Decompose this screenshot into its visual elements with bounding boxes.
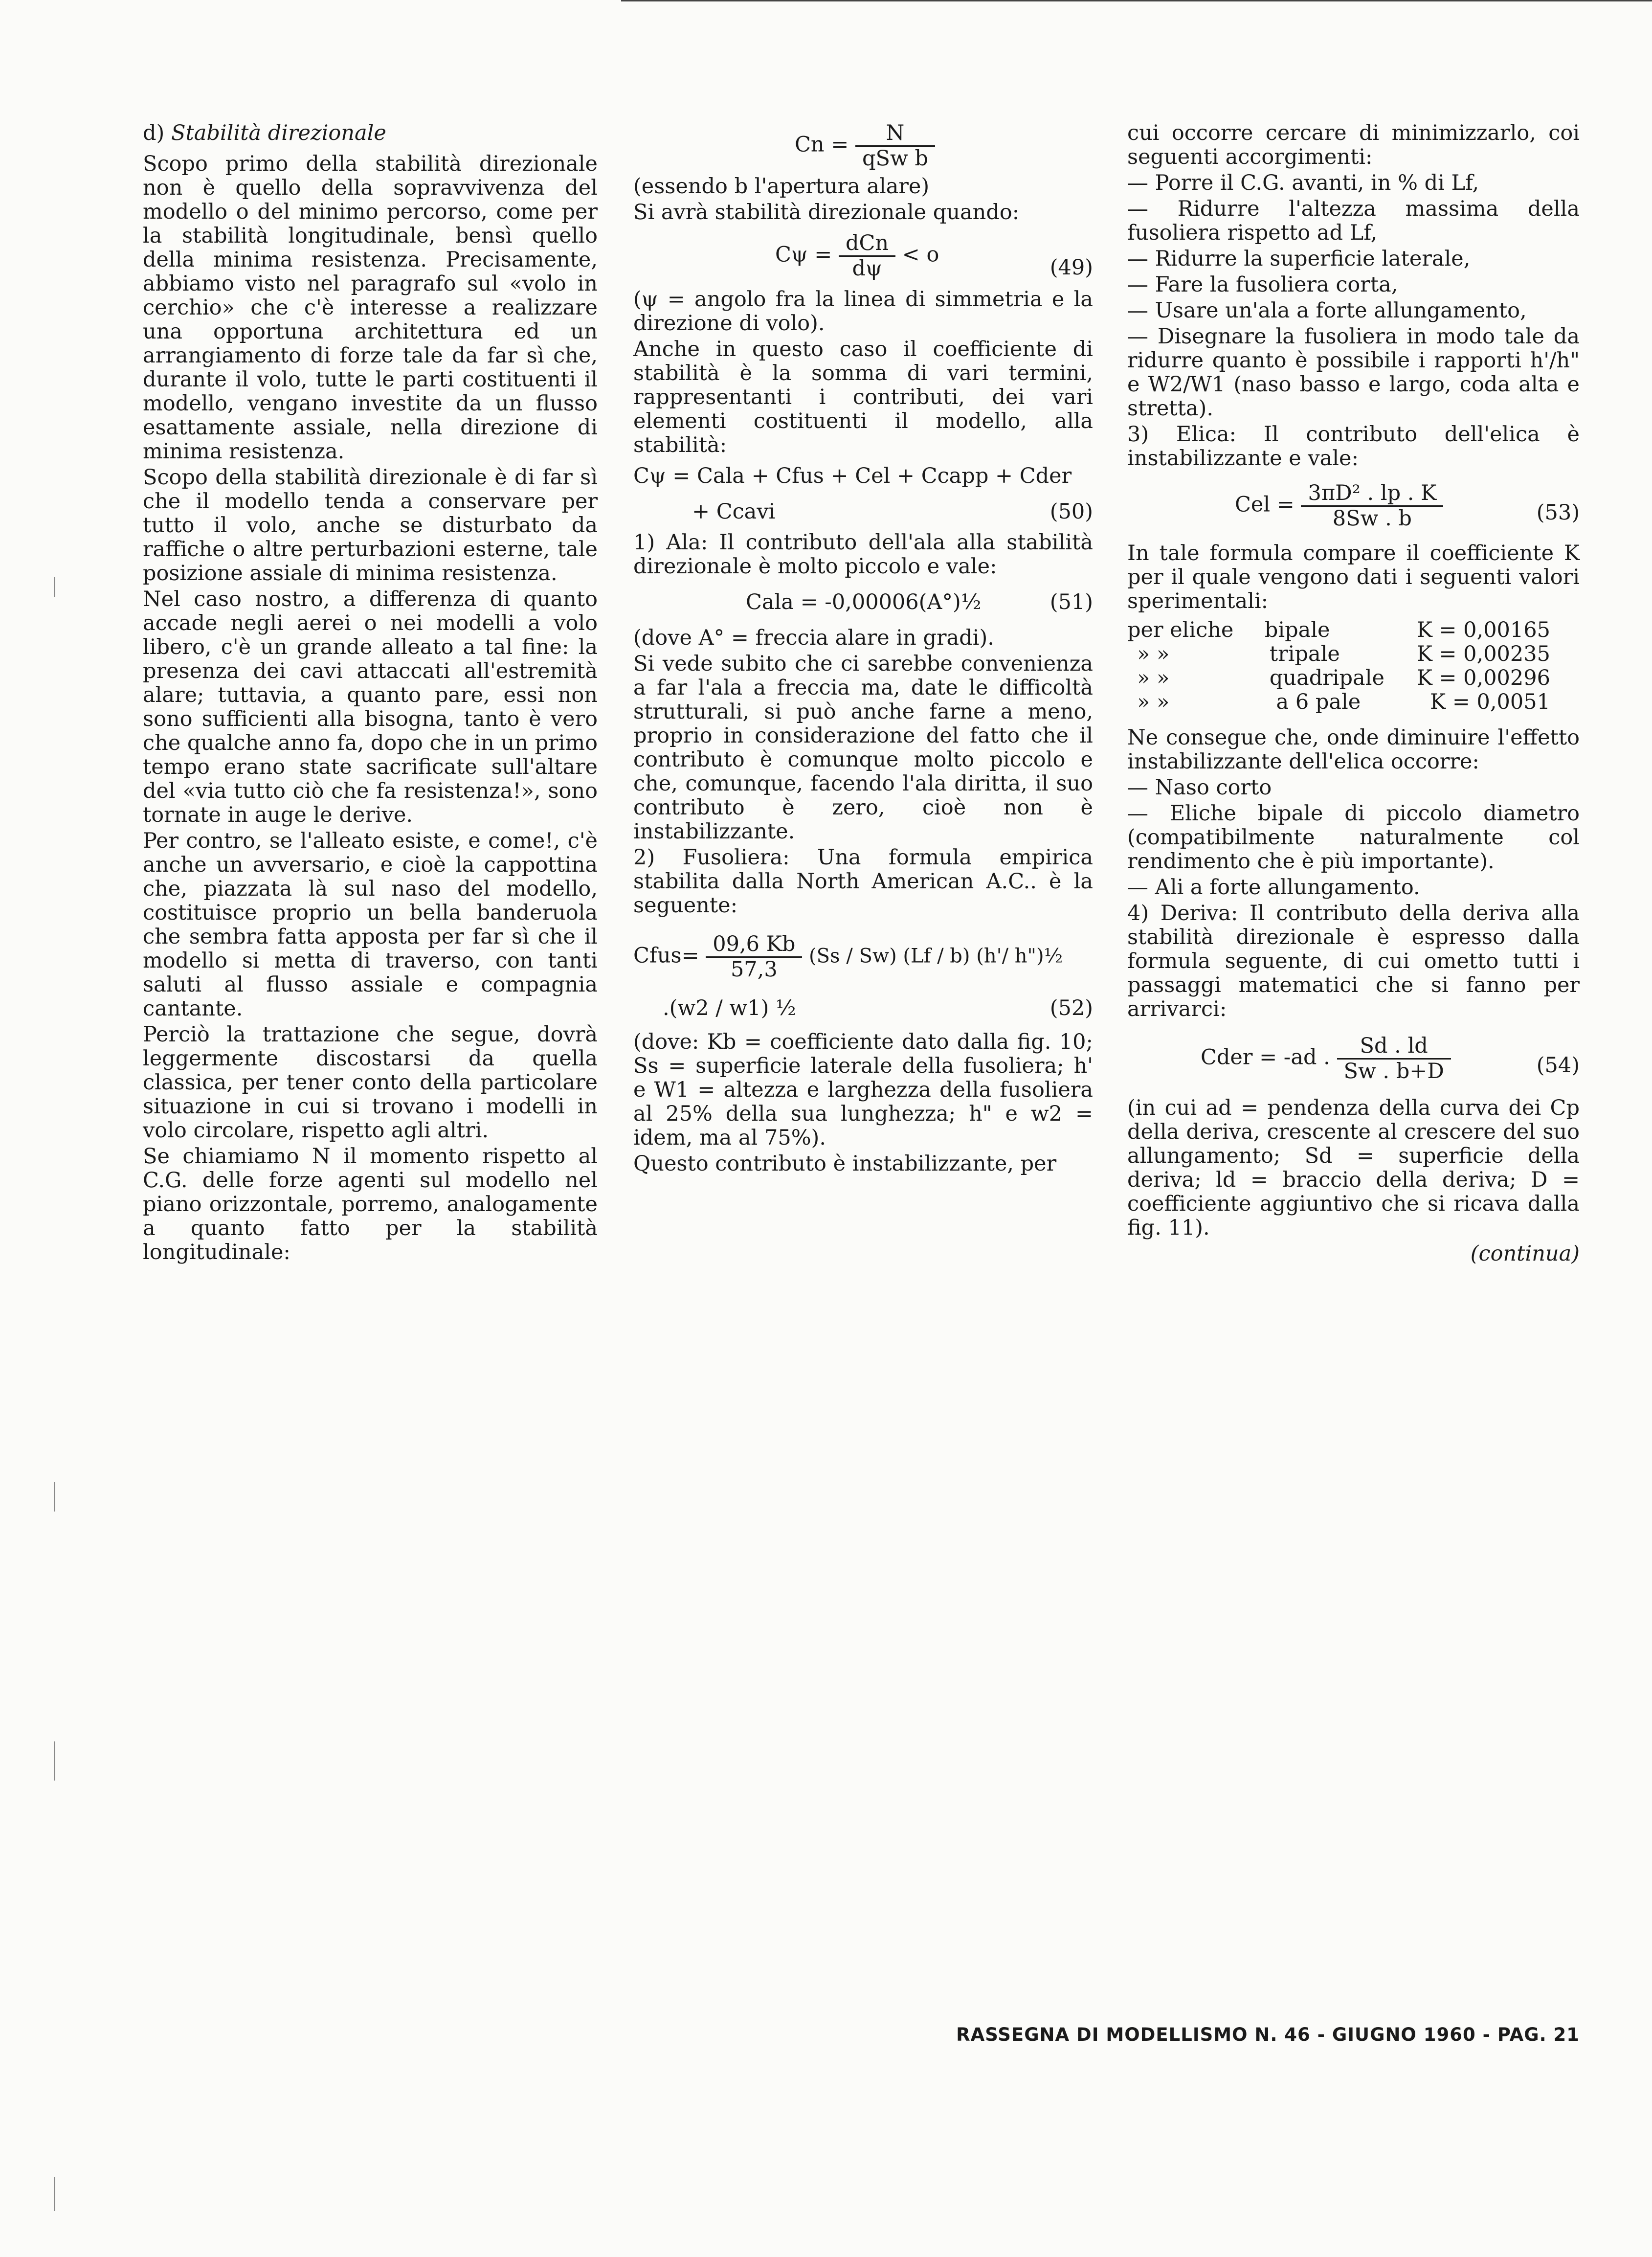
paragraph: cui occorre cercare di minimizzarlo, coi seguenti accorgimenti: <box>1127 121 1580 169</box>
formula-cn: Cn = $\frac{N}{\text{qSw b}}$ <box>633 121 1093 171</box>
paragraph: Si vede subito che ci sarebbe convenienza a far l'ala a freccia ma, date le difficoltà strutturali, si può anche farne a meno, proprio in considerazione del fatto che il contributo è comunque molto piccolo e che, comunque, facendo l'ala diritta, il suo contributo è zero, cioè non è instabilizzante. <box>633 652 1093 844</box>
paragraph: Scopo della stabilità direzionale è di far sì che il modello tenda a conservare per tutto il volo, anche se disturbato da raffiche o altre perturbazioni esterne, tale posizione assiale di minima resistenza. <box>143 465 598 586</box>
equation-number: (54) <box>1536 1053 1580 1078</box>
paragraph: Se chiamiamo N il momento rispetto al C.G. delle forze agenti sul modello nel piano orizzontale, porremo, analogamente a quanto fatto per la stabilità longitudinale: <box>143 1144 598 1264</box>
list-item: — Ridurre la superficie laterale, <box>1127 247 1471 271</box>
equation-number: (50) <box>1049 499 1093 524</box>
formula-51: Cala = -0,00006(A°)½ (51) <box>746 590 1093 614</box>
paragraph: (dove: Kb = coefficiente dato dalla fig. 10; Ss = superficie laterale della fusoliera; h' e W1 = altezza e larghezza della fusoliera al 25% della sua lunghezza; h" e w2 = idem, ma al 75%). <box>633 1030 1093 1150</box>
paragraph: 4) Deriva: Il contributo della deriva alla stabilità direzionale è espresso dalla formula seguente, di cui ometto tutti i passaggi matematici che si fanno per arrivarci: <box>1127 901 1580 1021</box>
formula-52: Cfus= $\frac{09,6 Kb}{57,3}$ (Ss / Sw) (Lf / b) (h'/ h")½ .(w2 / w1) ½ (52) <box>633 932 1093 1020</box>
binding-mark <box>54 1741 55 1781</box>
list-item: — Disegnare la fusoliera in modo tale da ridurre quanto è possibile i rapporti h'/h" e W2/W1 (naso basso e largo, coda alta e stretta). <box>1127 324 1580 421</box>
paragraph: Nel caso nostro, a differenza di quanto accade negli aerei o nei modelli a volo libero, c'è un grande alleato a tal fine: la presenza dei cavi attaccati all'estremità alare; tuttavia, a quanto pare, essi non sono sufficienti alla bisogna, tanto è vero che qualche anno fa, dopo che in un primo tempo erano state sacrificate sull'altare del «via tutto ciò che fa resistenza!», sono tornate in auge le derive. <box>143 587 598 827</box>
list-item: — Ridurre l'altezza massima della fusoliera rispetto ad Lf, <box>1127 197 1580 245</box>
formula-50: Cψ = Cala + Cfus + Cel + Ccapp + Cder + Ccavi (50) <box>633 464 1093 524</box>
paragraph: Scopo primo della stabilità direzionale non è quello della sopravvivenza del modello o del minimo percorso, come per la stabilità longitudinale, bensì quello della minima resistenza. Precisamente, abbiamo visto nel paragrafo sul «volo in cerchio» che c'è interesse a realizzare una opportuna architettura ed un arrangiamento di forze tale da far sì che, durante il volo, tutte le parti costituenti il modello, vengano investite da un flusso esattamente assiale, nella direzione di minima resistenza. <box>143 152 598 464</box>
paragraph: (ψ = angolo fra la linea di simmetria e la direzione di volo). <box>633 287 1093 336</box>
paragraph: (dove A° = freccia alare in gradi). <box>633 626 994 650</box>
formula-54: Cder = -ad . $\frac{Sd . ld}{Sw . b+D}$ (54) <box>1201 1034 1580 1083</box>
list-item: — Porre il C.G. avanti, in % di Lf, <box>1127 171 1479 195</box>
paragraph: Anche in questo caso il coefficiente di stabilità è la somma di vari termini, rappresentanti i contributi, dei vari elementi costituenti il modello, alla stabilità: <box>633 337 1093 457</box>
equation-number: (51) <box>1049 590 1093 614</box>
page-footer: RASSEGNA DI MODELLISMO N. 46 - GIUGNO 1960 - PAG. 21 <box>956 2024 1580 2045</box>
table-row: » » a 6 pale K = 0,0051 <box>1137 690 1550 714</box>
equation-number: (52) <box>1049 996 1093 1020</box>
paragraph: Per contro, se l'alleato esiste, e come!, c'è anche un avversario, e cioè la cappottina che, piazzata là sul naso del modello, costituisce proprio un bella banderuola che sembra fatta apposta per far sì che il modello si metta di traverso, con tanti saluti al flusso assiale e compagnia cantante. <box>143 829 598 1021</box>
paragraph: (in cui ad = pendenza della curva dei Cp della deriva, crescente al crescere del suo allungamento; Sd = superficie della deriva; ld = braccio della deriva; D = coefficiente aggiuntivo che si ricava dalla fig. 11). <box>1127 1096 1580 1240</box>
formula-49: Cψ = $\frac{\text{dCn}}{d\psi}$ < o (49) <box>775 231 1093 281</box>
list-item: — Naso corto <box>1127 775 1272 800</box>
list-item: — Usare un'ala a forte allungamento, <box>1127 298 1527 323</box>
formula-53: Cel = $\frac{\text{3πD² . lp . K}}{8Sw . b}$ (53) <box>1235 481 1580 531</box>
list-item: — Ali a forte allungamento. <box>1127 875 1420 900</box>
column-3 <box>1127 121 1580 1268</box>
equation-number: (53) <box>1536 500 1580 525</box>
continued-note: (continua) <box>1470 1241 1580 1266</box>
paragraph: 3) Elica: Il contributo dell'elica è instabilizzante e vale: <box>1127 422 1580 471</box>
table-row: » » tripale K = 0,00235 <box>1137 642 1550 666</box>
paragraph: Perciò la trattazione che segue, dovrà leggermente discostarsi da quella classica, per tener conto della particolare situazione in cui si trovano i modelli in volo circolare, rispetto agli altri. <box>143 1022 598 1143</box>
paragraph: (essendo b l'apertura alare) <box>633 174 930 199</box>
list-item: — Fare la fusoliera corta, <box>1127 272 1398 297</box>
binding-mark <box>54 577 55 597</box>
paragraph: Si avrà stabilità direzionale quando: <box>633 200 1020 225</box>
section-heading: d) Stabilità direzionale <box>143 121 386 145</box>
k-values-table <box>1127 618 1580 714</box>
paragraph: 2) Fusoliera: Una formula empirica stabilita dalla North American A.C.. è la seguente: <box>633 845 1093 918</box>
binding-mark <box>54 1482 55 1512</box>
binding-mark <box>54 2177 55 2211</box>
paragraph: Ne consegue che, onde diminuire l'effetto instabilizzante dell'elica occorre: <box>1127 725 1580 774</box>
top-rule <box>621 0 1652 1</box>
table-row: » » quadripale K = 0,00296 <box>1137 666 1550 690</box>
column-2 <box>633 121 1093 1178</box>
table-row: per eliche bipale K = 0,00165 <box>1127 618 1550 642</box>
paragraph: In tale formula compare il coefficiente K per il quale vengono dati i seguenti valori sperimentali: <box>1127 541 1580 613</box>
section-title: Stabilità direzionale <box>171 121 386 145</box>
equation-number: (49) <box>1049 255 1093 280</box>
paragraph: 1) Ala: Il contributo dell'ala alla stabilità direzionale è molto piccolo e vale: <box>633 530 1093 579</box>
paragraph: Questo contributo è instabilizzante, per <box>633 1151 1057 1176</box>
column-1 <box>143 121 598 1266</box>
list-item: — Eliche bipale di piccolo diametro (compatibilmente naturalmente col rendimento che è più importante). <box>1127 801 1580 874</box>
